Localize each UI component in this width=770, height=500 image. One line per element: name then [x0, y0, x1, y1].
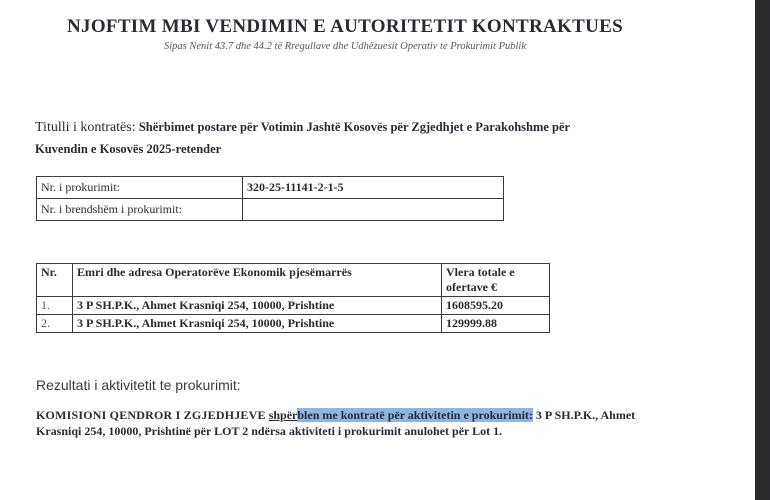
results-heading: Rezultati i aktivitetit te prokurimit:: [36, 377, 241, 393]
internal-procurement-number-value: [243, 199, 504, 221]
table-header-row: [37, 264, 550, 297]
row-operator-name: 3 P SH.P.K., Ahmet Krasniqi 254, 10000, Prishtine: [73, 297, 442, 315]
document-subtitle: Sipas Nenit 43.7 dhe 44.2 të Rregullave dhe Udhëzuesit Operativ te Prokurimit Publik: [164, 41, 526, 52]
row-offer-value: 129999.88: [442, 315, 550, 333]
procurement-number-table: [36, 176, 504, 221]
table-row: [37, 177, 504, 199]
highlighted-text-selection[interactable]: blen me kontratë për aktivitetin e prokurimit:: [297, 408, 533, 422]
table-row: [37, 315, 550, 333]
document-title: NJOFTIM MBI VENDIMIN E AUTORITETIT KONTRAKTUES: [67, 16, 623, 37]
header-operator-name: Emri dhe adresa Operatorëve Ekonomik pjesëmarrës: [73, 264, 442, 297]
committee-name: KOMISIONI QENDROR I ZGJEDHJEVE: [36, 408, 266, 422]
contract-title-label: Titulli i kontratës:: [35, 120, 136, 135]
row-offer-value: 1608595.20: [442, 297, 550, 315]
results-text: [36, 407, 676, 439]
row-operator-name: 3 P SH.P.K., Ahmet Krasniqi 254, 10000, Prishtine: [73, 315, 442, 333]
results-rest: 3 P SH.P.K., Ahmet Krasniqi 254, 10000, Prishtinë për LOT 2 ndërsa aktiviteti i prokurimit anulohet për Lot 1.: [36, 408, 636, 438]
row-nr: 2.: [37, 315, 73, 333]
results-verb: shpër: [268, 408, 298, 422]
procurement-number-value: 320-25-11141-2-1-5: [243, 177, 504, 199]
header-nr: Nr.: [37, 264, 73, 297]
row-nr: 1.: [37, 297, 73, 315]
table-row: [37, 297, 550, 315]
operators-table: [36, 263, 550, 333]
contract-title: [35, 116, 595, 160]
viewer-scroll-strip[interactable]: [755, 0, 770, 500]
contract-title-value: Shërbimet postare për Votimin Jashtë Kosovës për Zgjedhjet e Parakohshme për Kuvendin e Kosovës 2025-retender: [35, 120, 570, 156]
procurement-number-label: Nr. i prokurimit:: [37, 177, 243, 199]
table-row: [37, 199, 504, 221]
header-total-value: Vlera totale e ofertave €: [442, 264, 550, 297]
internal-procurement-number-label: Nr. i brendshëm i prokurimit:: [37, 199, 243, 221]
